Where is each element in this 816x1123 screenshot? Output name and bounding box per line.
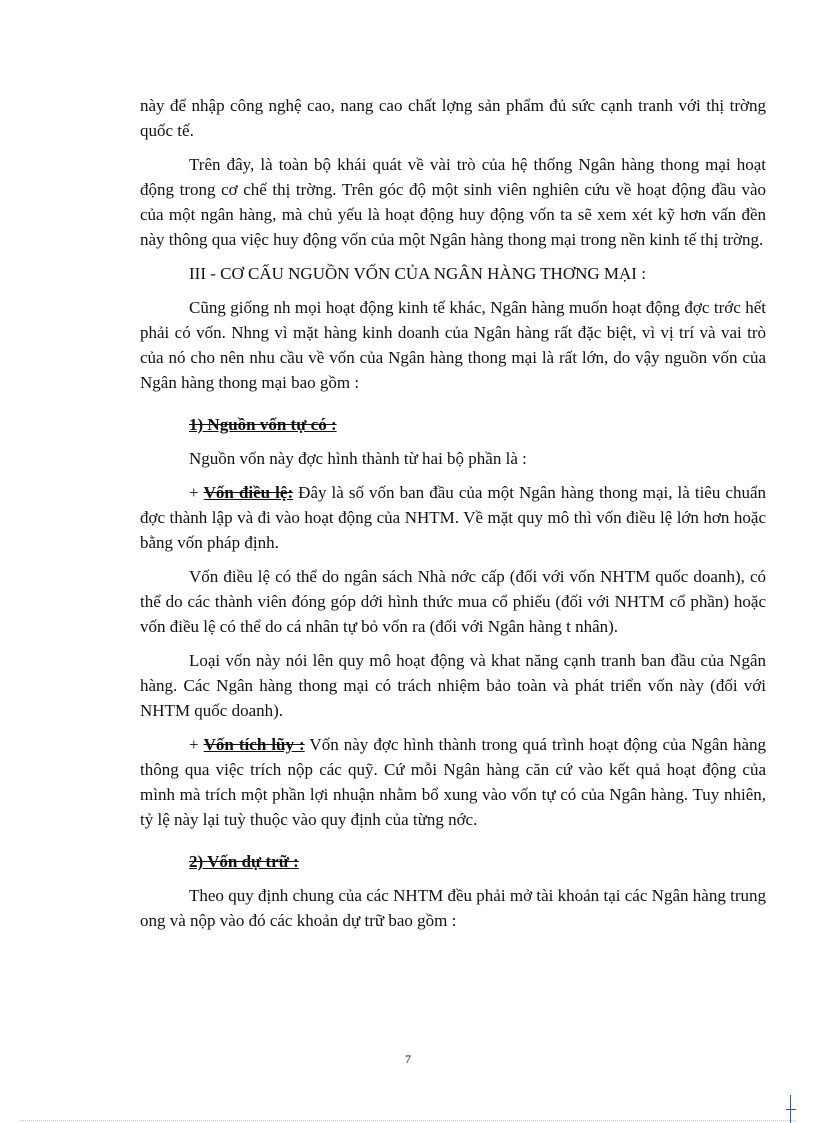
paragraph-3: Cũng giống nh mọi hoạt động kinh tế khác, Ngân hàng muốn hoạt động đợc trớc hết phải có vốn. Nhng vì mặt hàng kinh doanh của Ngân hàng rất đặc biệt, vì vị trí và vai trò của nó cho nên nhu cầu về vốn của Ngân hàng thong mại là rất lớn, do vậy nguồn vốn của Ngân hàng thong mại bao gồm : [140, 298, 766, 392]
section-heading-3: III - CƠ CẤU NGUỒN VỐN CỦA NGÂN HÀNG THƠNG MẠI : [189, 264, 646, 283]
paragraph-8-text: Vốn này đợc hình thành trong quá trình hoạt động của Ngân hàng thông qua việc trích nộp các quỹ. Cứ mỗi Ngân hàng căn cứ vào kết quả hoạt động của mình mà trích một phần lợi nhuận nhằm bổ xung vào vốn tự có của Ngân hàng. Tuy nhiên, tỷ lệ này lại tuỳ thuộc vào quy định của từng nớc. [140, 735, 766, 829]
bullet-prefix: + [189, 483, 204, 502]
subheading-own-capital: 1) Nguồn vốn tự có : [189, 415, 337, 434]
paragraph-5-text: Đây là số vốn ban đầu của một Ngân hàng thong mại, là tiêu chuẩn đợc thành lập và đi vào hoạt động của NHTM. Về mặt quy mô thì vốn điều lệ lớn hơn hoặc bằng vốn pháp định. [140, 483, 767, 552]
page-number: 7 [405, 1052, 411, 1066]
paragraph-8 [140, 732, 766, 832]
paragraph-9: Theo quy định chung của các NHTM đều phải mở tài khoản tại các Ngân hàng trung ong và nộp vào đó các khoản dự trữ bao gồm : [140, 886, 766, 930]
paragraph-2: Trên đây, là toàn bộ khái quát về vài trò của hệ thống Ngân hàng thong mại hoạt động trong cơ chế thị trờng. Trên góc độ một sinh viên nghiên cứu về hoạt động đầu vào của một ngân hàng, mà chủ yếu là hoạt động huy động vốn ta sẽ xem xét kỹ hơn vấn đền này thông qua việc huy động vốn của một Ngân hàng thong mại trong nền kinh tế thị trờng. [140, 155, 766, 249]
page-corner-mark-horizontal [786, 1109, 796, 1110]
subheading-reserve-capital: 2) Vốn dự trữ : [189, 852, 299, 871]
paragraph-1: này để nhập công nghệ cao, nang cao chất lợng sản phẩm đủ sức cạnh tranh với thị trờng quốc tế. [140, 96, 766, 140]
bullet-prefix: + [189, 735, 204, 754]
paragraph-5 [140, 480, 766, 555]
paragraph-4: Nguồn vốn này đợc hình thành từ hai bộ phần là : [189, 449, 527, 468]
charter-capital-label: Vốn điều lệ: [203, 483, 294, 502]
page-bottom-border [20, 1120, 796, 1121]
document-page [140, 93, 766, 933]
paragraph-7: Loại vốn này nói lên quy mô hoạt động và khat năng cạnh tranh ban đầu của Ngân hàng. Các Ngân hàng thong mại có trách nhiệm bảo toàn và phát triển vốn này (đối với NHTM quốc doanh). [140, 651, 766, 720]
paragraph-6: Vốn điều lệ có thể do ngân sách Nhà nớc cấp (đối với vốn NHTM quốc doanh), có thể do các thành viên đóng góp dới hình thức mua cổ phiếu (đối với NHTM cổ phần) hoặc vốn điều lệ có thể do cá nhân tự bỏ vốn ra (đối với Ngân hàng t nhân). [140, 567, 766, 636]
accumulated-capital-label: Vốn tích lũy : [203, 735, 305, 754]
